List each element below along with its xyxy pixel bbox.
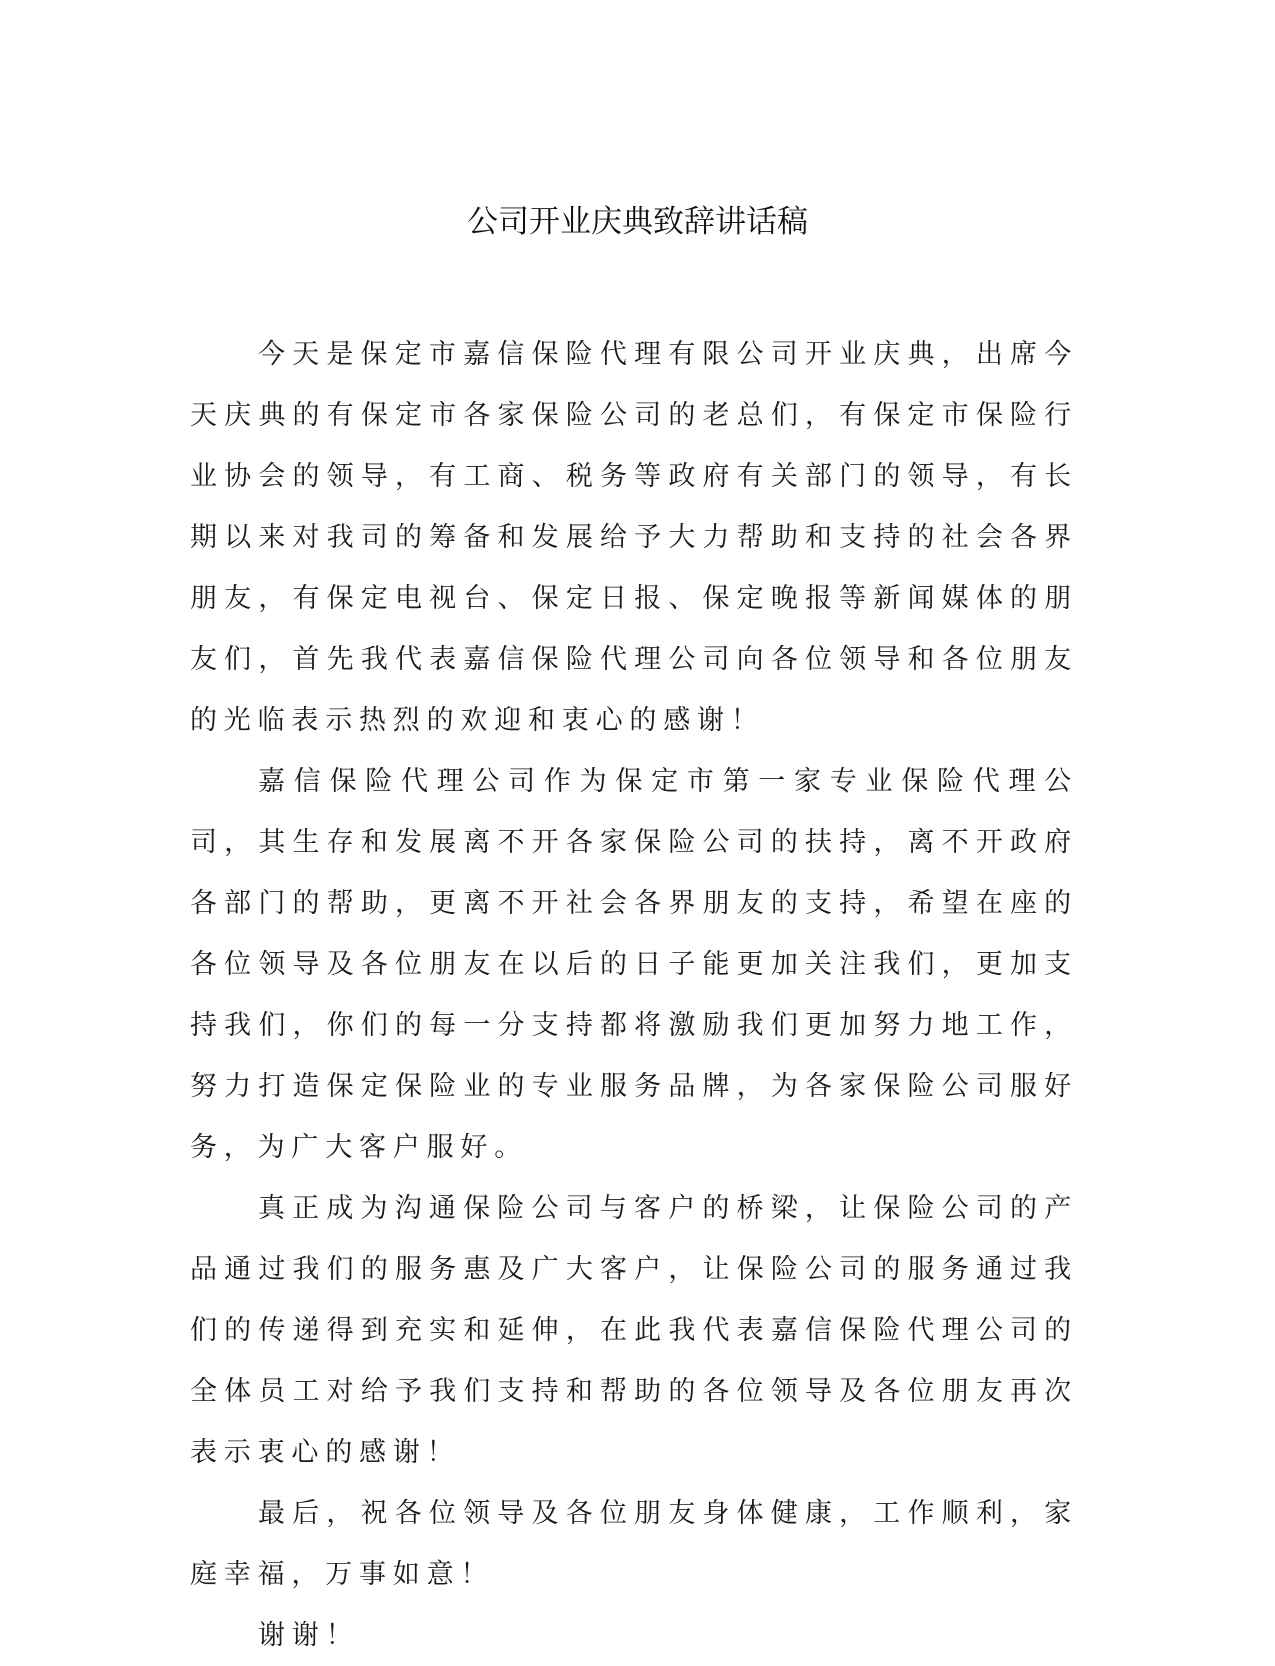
document-body (190, 324, 1078, 1666)
paragraph-company: 嘉信保险代理公司作为保定市第一家专业保险代理公司，其生存和发展离不开各家保险公司的扶持，离不开政府各部门的帮助，更离不开社会各界朋友的支持，希望在座的各位领导及各位朋友在以后的日子能更加关注我们，更加支持我们，你们的每一分支持都将激励我们更加努力地工作，努力打造保定保险业的专业服务品牌，为各家保险公司服好务，为广大客户服好。 (190, 766, 1078, 1163)
paragraph-thanks: 谢谢！ (258, 1620, 360, 1651)
paragraph-opening: 今天是保定市嘉信保险代理有限公司开业庆典，出席今天庆典的有保定市各家保险公司的老总们，有保定市保险行业协会的领导，有工商、税务等政府有关部门的领导，有长期以来对我司的筹备和发展给予大力帮助和支持的社会各界朋友，有保定电视台、保定日报、保定晚报等新闻媒体的朋友们，首先我代表嘉信保险代理公司向各位领导和各位朋友的光临表示热烈的欢迎和衷心的感谢！ (190, 339, 1078, 736)
paragraph-wishes: 最后，祝各位领导及各位朋友身体健康，工作顺利，家庭幸福，万事如意！ (190, 1498, 1078, 1590)
paragraph-bridge: 真正成为沟通保险公司与客户的桥梁，让保险公司的产品通过我们的服务惠及广大客户，让保险公司的服务通过我们的传递得到充实和延伸，在此我代表嘉信保险代理公司的全体员工对给予我们支持和帮助的各位领导及各位朋友再次表示衷心的感谢！ (190, 1193, 1078, 1468)
document-title: 公司开业庆典致辞讲话稿 (467, 204, 808, 240)
